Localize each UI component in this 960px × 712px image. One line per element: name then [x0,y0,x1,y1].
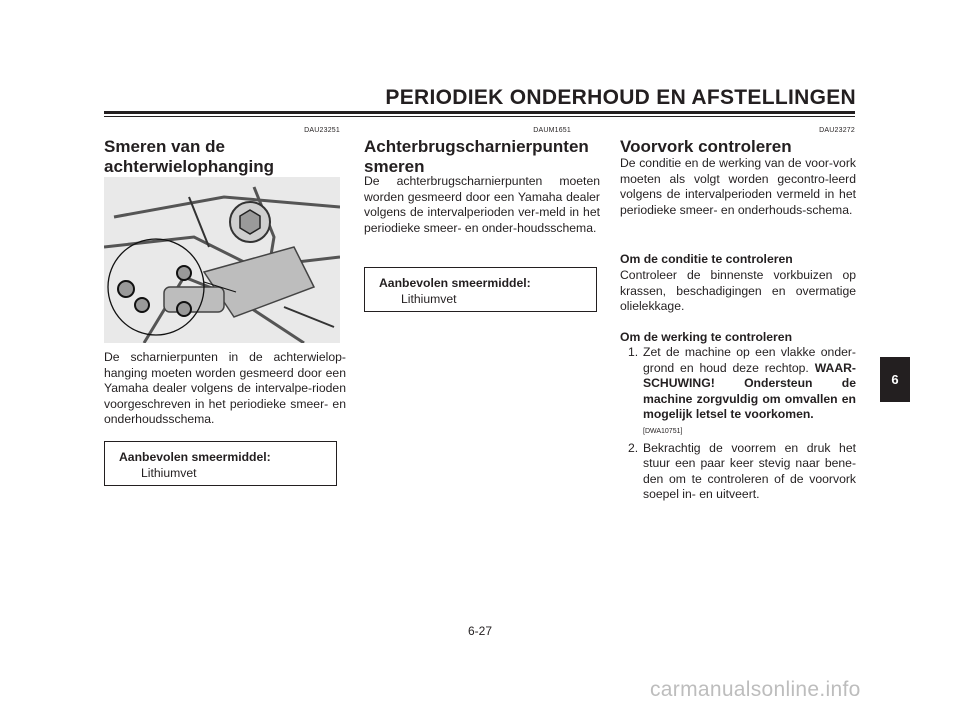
header-rule-thin [104,116,855,117]
heading-line: smeren [364,157,425,176]
subheading-operation: Om de werking te controleren [620,330,793,344]
chapter-tab: 6 [880,357,910,402]
step-item [620,441,856,503]
lubricant-label: Aanbevolen smeermiddel: [379,276,531,290]
lube-point-marker [177,302,191,316]
section-code-col1: DAU23251 [304,127,340,134]
step-number: 1. [628,345,639,359]
section-intro-col3: De conditie en de werking van de voor-vork moeten als volgt worden gecontro-leerd volgens de intervalperioden vermeld in het periodieke smeer- en onderhouds-schema. [620,156,856,217]
lubricant-label: Aanbevolen smeermiddel: [119,450,271,464]
lubricant-value: Lithiumvet [141,465,197,480]
operation-steps [620,345,856,503]
header-rule-thick [104,111,855,114]
section-heading-col1 [104,137,274,177]
section-heading-col2 [364,137,589,177]
rear-suspension-photo [104,177,340,343]
subheading-condition: Om de conditie te controleren [620,252,793,266]
pivot-bolt-head [240,210,260,234]
lube-point-marker [118,281,134,297]
heading-line: achterwielophanging [104,157,275,176]
heading-line: Smeren van de [104,137,225,156]
step-text: Zet de machine op een vlakke onder-grond en houd deze rechtop. [643,345,856,375]
lube-point-marker [177,266,191,280]
section-body-col2: De achterbrugscharnierpunten moeten worden gesmeerd door een Yamaha dealer volgens de intervalperioden ver-meld in het periodieke smeer- en onder-houdsschema. [364,174,600,235]
section-code-col3: DAU23272 [819,127,855,134]
step-number: 2. [628,440,639,455]
step-text: Bekrachtig de voorrem en druk het stuur een paar keer stevig naar bene-den om te controleren of de voorvork soepel in- en uitveert. [643,440,856,501]
page-number: 6-27 [467,624,493,638]
warning-text: WAAR-SCHUWING! Ondersteun de machine zorgvuldig om omvallen en mogelijk letsel te voorkomen. [643,360,856,421]
heading-line: Achterbrugscharnierpunten [364,137,589,156]
lubricant-box-col2 [364,267,597,312]
lubricant-value: Lithiumvet [401,291,457,306]
section-body-col1: De scharnierpunten in de achterwielop-hanging moeten worden gesmeerd door een Yamaha dealer volgens de intervalpe-rioden voorgeschreven in het periodieke smeer- en onderhoudsschema. [104,350,346,426]
page-header-title: PERIODIEK ONDERHOUD EN AFSTELLINGEN [385,86,856,109]
section-code-col2: DAUM1651 [533,127,571,134]
lubricant-box-col1 [104,441,337,486]
warning-code: [DWA10751] [643,427,683,435]
condition-text: Controleer de binnenste vorkbuizen op krassen, beschadigingen en overmatige olielekkage. [620,268,856,313]
section-heading-col3: Voorvork controleren [620,137,792,156]
lube-point-marker [135,298,149,312]
watermark: carmanualsonline.info [650,678,861,701]
step-item [620,345,856,439]
